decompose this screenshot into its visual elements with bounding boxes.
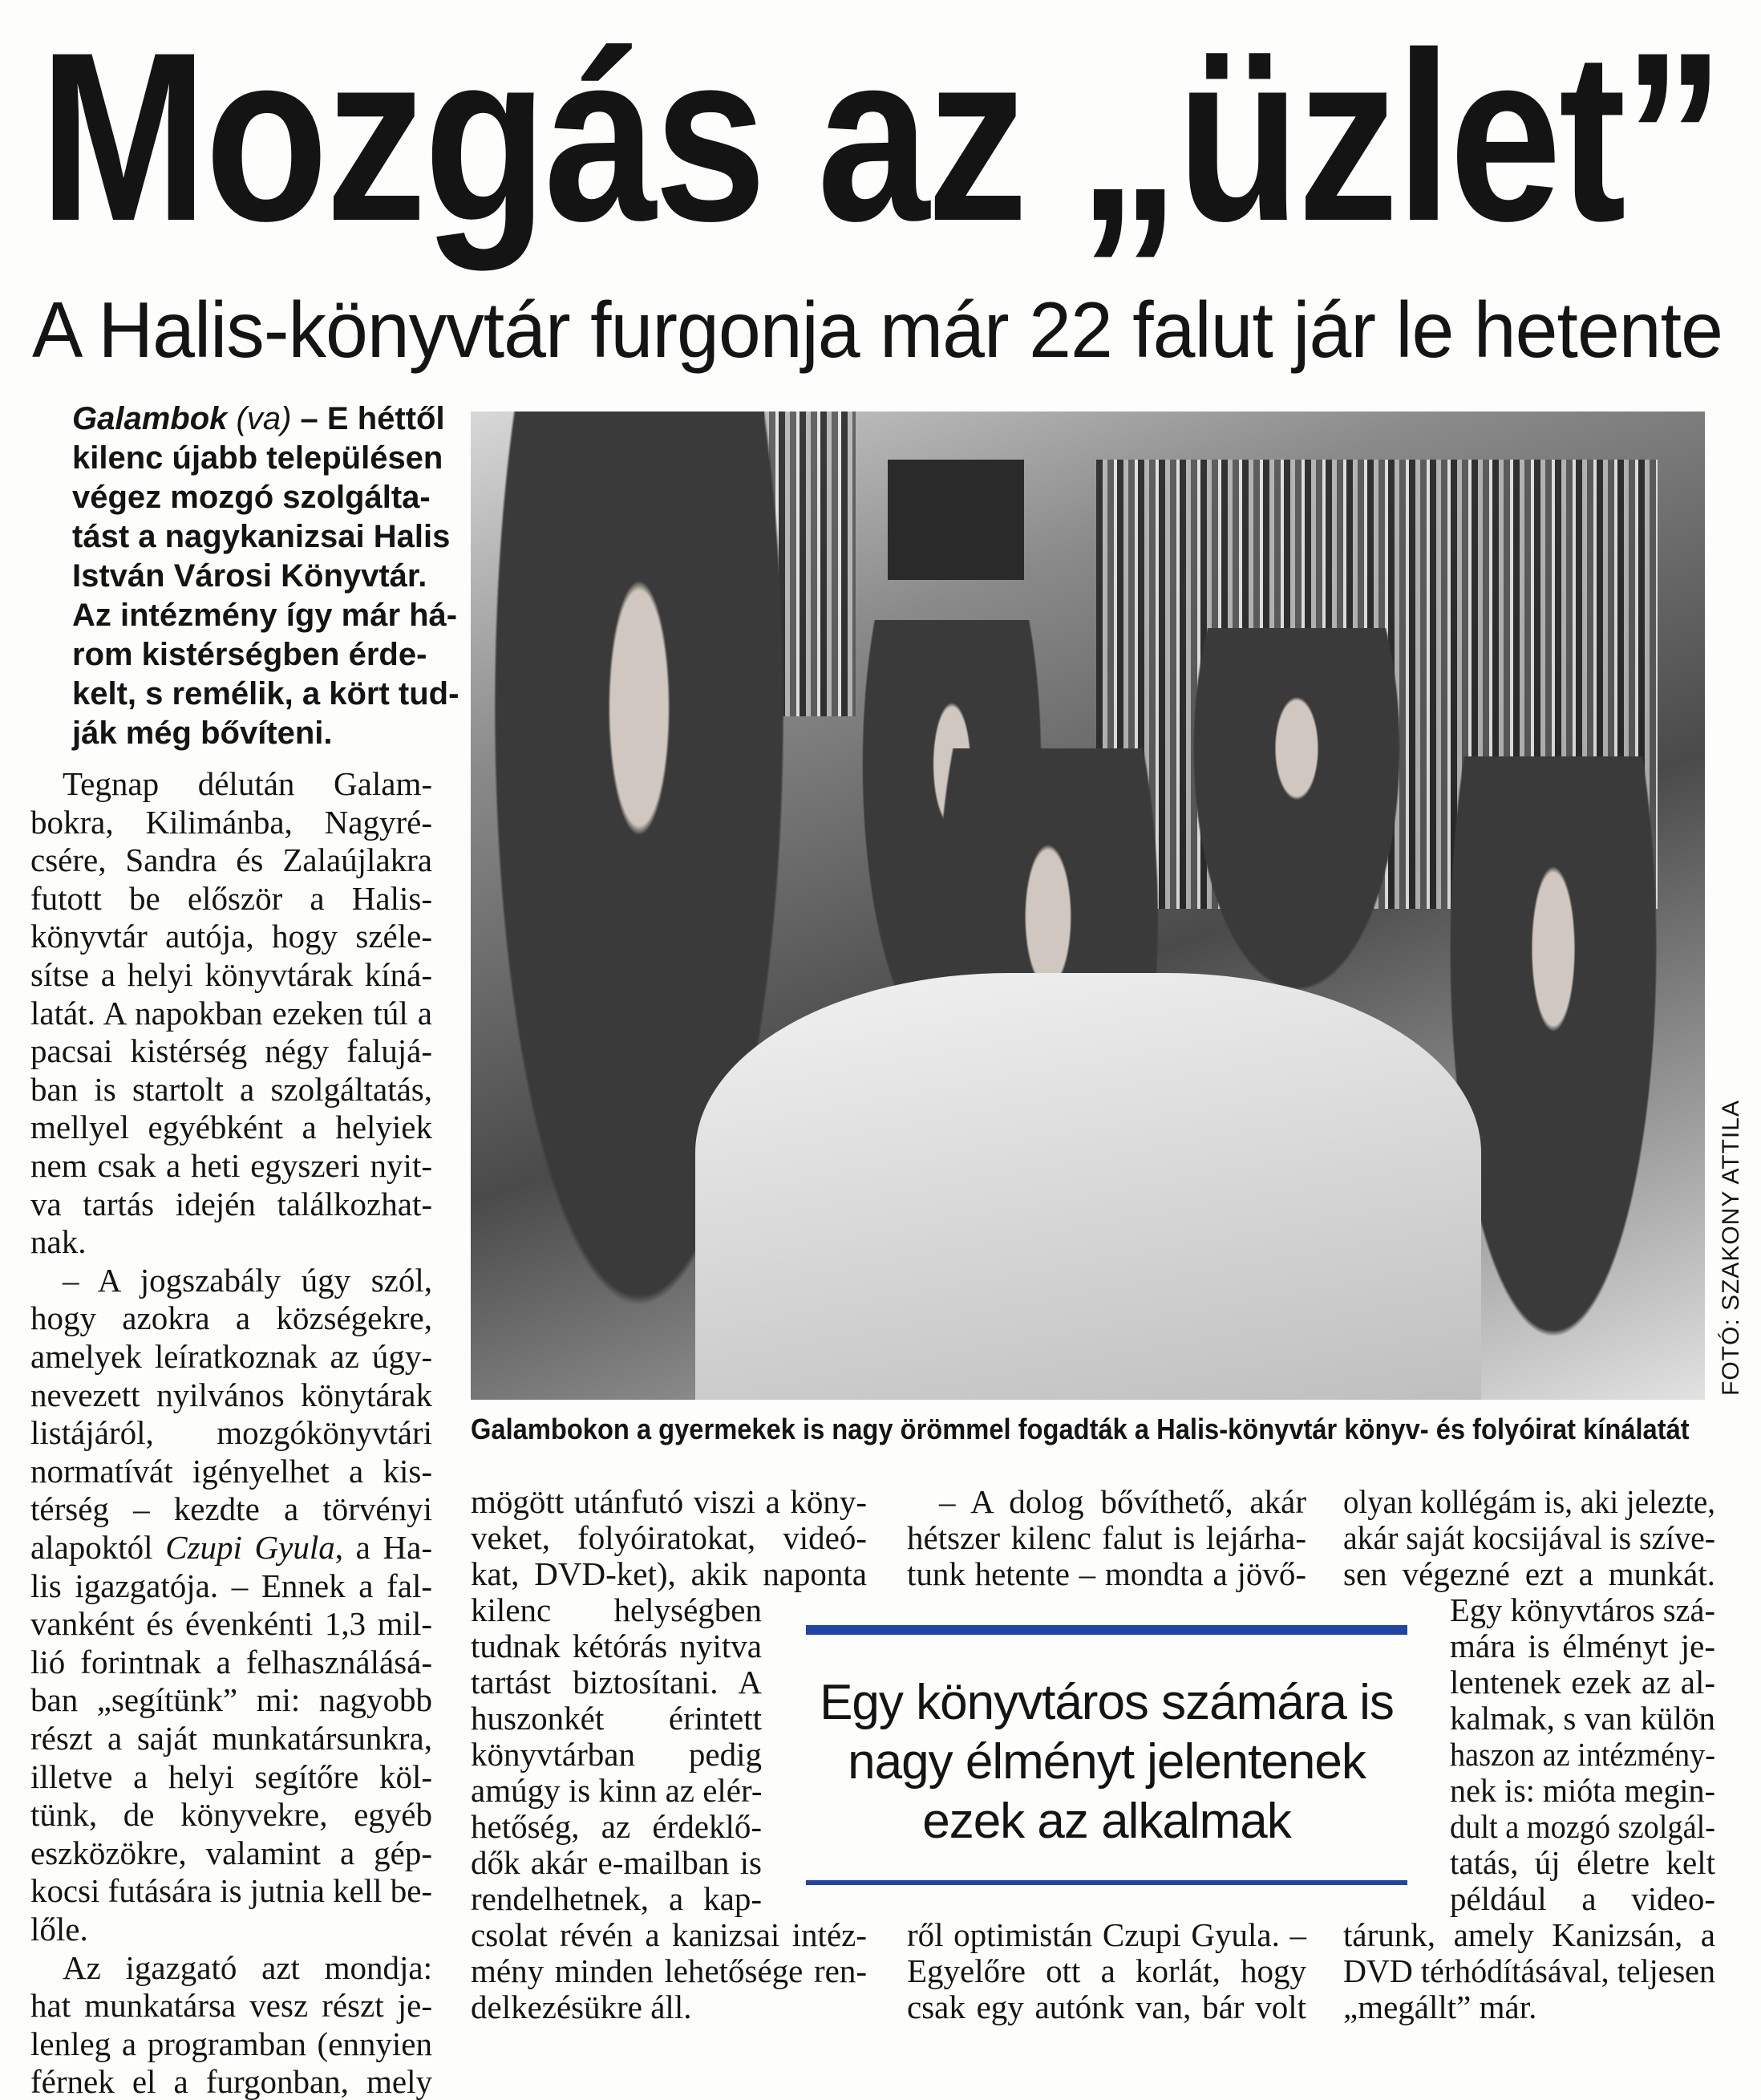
body-line: hétszer kilenc falut is lejárha- bbox=[907, 1519, 1306, 1556]
body-line: tudnak kétórás nyitva bbox=[471, 1628, 762, 1664]
body-line: például a video- bbox=[1450, 1880, 1715, 1917]
body-line: tárunk, amely Kanizsán, a bbox=[1343, 1916, 1715, 1953]
body-line: kilenc helységben bbox=[471, 1591, 762, 1628]
body-line: sen végezné ezt a munkát. bbox=[1343, 1555, 1715, 1592]
body-line: lőle. bbox=[30, 1911, 88, 1948]
body-line: alapoktól Czupi Gyula, a Ha- bbox=[30, 1529, 432, 1566]
body-line: kat, DVD-ket), akik naponta bbox=[471, 1555, 867, 1592]
body-line: térség – kezdte a törvényi bbox=[30, 1490, 432, 1528]
body-line: csolat révén a kanizsai intéz- bbox=[471, 1916, 867, 1953]
lead-line bbox=[72, 401, 445, 437]
lead-line: rom kistérségben érde- bbox=[72, 637, 427, 672]
body-line: csére, Sandra és Zalaújlakra bbox=[30, 841, 432, 879]
lead-line: kilenc újabb településen bbox=[72, 440, 443, 476]
body-line: vanként és évenkénti 1,3 mil- bbox=[30, 1605, 432, 1643]
body-line: akár saját kocsijával is szíve- bbox=[1343, 1519, 1715, 1556]
body-line: ban „segítünk” mi: nagyobb bbox=[30, 1681, 432, 1719]
pull-quote-bottom-rule bbox=[806, 1880, 1407, 1885]
body-line: normatívát igényelhet a kis- bbox=[30, 1452, 432, 1490]
body-line: nem csak a heti egyszeri nyit- bbox=[30, 1147, 432, 1184]
body-line: mögött utánfutó viszi a köny- bbox=[471, 1483, 867, 1520]
body-line: – A jogszabály úgy szól, bbox=[63, 1261, 432, 1299]
headline: Mozgás az „üzlet” bbox=[39, 2, 1722, 271]
body-line: könyvtárban pedig bbox=[471, 1736, 762, 1773]
body-line: – A dolog bővíthető, akár bbox=[939, 1483, 1306, 1520]
body-line: lió forintnak a felhasználásá- bbox=[30, 1643, 432, 1680]
body-line: tartást biztosítani. A bbox=[471, 1664, 762, 1701]
subheadline: A Halis-könyvtár furgonja már 22 falut jár le hetente bbox=[32, 286, 1723, 374]
body-line: lenleg a programban (ennyien bbox=[30, 2025, 432, 2062]
body-line: könyvtár autója, hogy széle- bbox=[30, 918, 432, 955]
body-line: kocsi futására is jutnia kell be- bbox=[30, 1872, 432, 1910]
lead-line: ják még bővíteni. bbox=[72, 716, 333, 751]
body-line: tünk, de könyvekre, egyéb bbox=[30, 1796, 432, 1834]
body-line: kalmak, s van külön bbox=[1450, 1700, 1715, 1737]
body-line: Az igazgató azt mondja: bbox=[63, 1948, 432, 1986]
body-line: mellyel egyébként a helyiek bbox=[30, 1109, 432, 1146]
pull-quote-top-rule bbox=[806, 1625, 1407, 1635]
body-line: huszonkét érintett bbox=[471, 1700, 762, 1737]
body-line: csak egy autónk van, bár volt bbox=[907, 1989, 1306, 2025]
pull-quote-line: nagy élményt jelentenek bbox=[848, 1734, 1366, 1790]
body-line: dők akár e-mailban is bbox=[471, 1844, 762, 1881]
body-line: hogy azokra a községekre, bbox=[30, 1299, 432, 1337]
lead-line: végez mozgó szolgálta- bbox=[72, 480, 431, 515]
body-line: eszközökre, valamint a gép- bbox=[30, 1834, 432, 1871]
body-line: delkezésükre áll. bbox=[471, 1989, 692, 2025]
body-line: lis igazgatója. – Ennek a fal- bbox=[30, 1567, 432, 1604]
body-line: futott be először a Halis- bbox=[30, 879, 432, 917]
body-line: bokra, Kilimánba, Nagyré- bbox=[30, 803, 432, 841]
body-line: Egy könyvtáros szá- bbox=[1450, 1591, 1715, 1628]
lead-text: – E héttől bbox=[291, 401, 445, 436]
body-line: nak. bbox=[30, 1223, 87, 1261]
lead-line: kelt, s remélik, a kört tud- bbox=[72, 676, 459, 711]
person-name: Czupi Gyula bbox=[165, 1529, 335, 1566]
body-line: DVD térhódításával, teljesen bbox=[1343, 1952, 1715, 1989]
body-line: amelyek leíratkoznak az úgy- bbox=[30, 1338, 432, 1375]
body-line: mára is élményt je- bbox=[1450, 1628, 1715, 1664]
body-line: illetve a helyi segítőre köl- bbox=[30, 1757, 432, 1795]
body-line: va tartás idején találkozhat- bbox=[30, 1185, 432, 1222]
lead-line: István Városi Könyvtár. bbox=[72, 558, 427, 594]
body-line: „megállt” már. bbox=[1343, 1989, 1537, 2025]
pull-quote-line: ezek az alkalmak bbox=[922, 1794, 1291, 1849]
body-line: részt a saját munkatársunkra, bbox=[30, 1720, 432, 1757]
body-line: listájáról, mozgókönyvtári bbox=[30, 1414, 432, 1452]
body-line: férnek el a furgonban, mely bbox=[30, 2063, 432, 2100]
body-line: sítse a helyi könyvtárak kíná- bbox=[30, 956, 432, 993]
body-line: lentenek ezek az al- bbox=[1450, 1664, 1715, 1701]
body-line: veket, folyóiratokat, videó- bbox=[471, 1519, 867, 1556]
body-line: Egyelőre ott a korlát, hogy bbox=[907, 1952, 1306, 1989]
body-line: rendelhetnek, a kap- bbox=[471, 1880, 762, 1917]
body-line: mény minden lehetősége ren- bbox=[471, 1952, 867, 1989]
lead-line: Az intézmény így már há- bbox=[72, 598, 458, 633]
body-line: hat munkatársa vesz részt je- bbox=[30, 1987, 432, 2025]
body-line: nek is: mióta megin- bbox=[1450, 1772, 1715, 1809]
body-line: haszon az intézmény- bbox=[1450, 1736, 1715, 1773]
body-line: olyan kollégám is, aki jelezte, bbox=[1343, 1483, 1715, 1520]
body-line: nevezett nyilvános könytárak bbox=[30, 1376, 432, 1413]
lead-line: tást a nagykanizsai Halis bbox=[72, 519, 451, 554]
photo-credit: FOTÓ: SZAKONY ATTILA bbox=[1718, 1100, 1744, 1396]
byline: (va) bbox=[236, 401, 292, 436]
body-line: ban is startolt a szolgáltatás, bbox=[30, 1070, 432, 1108]
body-line: pacsai kistérség négy falujá- bbox=[30, 1032, 432, 1070]
body-line: amúgy is kinn az elér- bbox=[471, 1772, 763, 1809]
body-line: ről optimistán Czupi Gyula. – bbox=[907, 1916, 1306, 1953]
body-line: tunk hetente – mondta a jövő- bbox=[907, 1555, 1306, 1592]
body-line: tatás, új életre kelt bbox=[1450, 1844, 1715, 1881]
dateline: Galambok bbox=[72, 401, 228, 436]
body-line: dult a mozgó szolgál- bbox=[1450, 1808, 1715, 1845]
pull-quote-line: Egy könyvtáros számára is bbox=[820, 1675, 1394, 1730]
article-photo bbox=[471, 411, 1705, 1400]
photo-caption: Galambokon a gyermekek is nagy örömmel fogadták a Halis-könyvtár könyv- és folyóirat kínálatát bbox=[471, 1413, 1690, 1445]
body-line: hetőség, az érdeklő- bbox=[471, 1808, 762, 1845]
body-line: latát. A napokban ezeken túl a bbox=[30, 994, 432, 1032]
body-line: Tegnap délután Galam- bbox=[63, 765, 432, 802]
